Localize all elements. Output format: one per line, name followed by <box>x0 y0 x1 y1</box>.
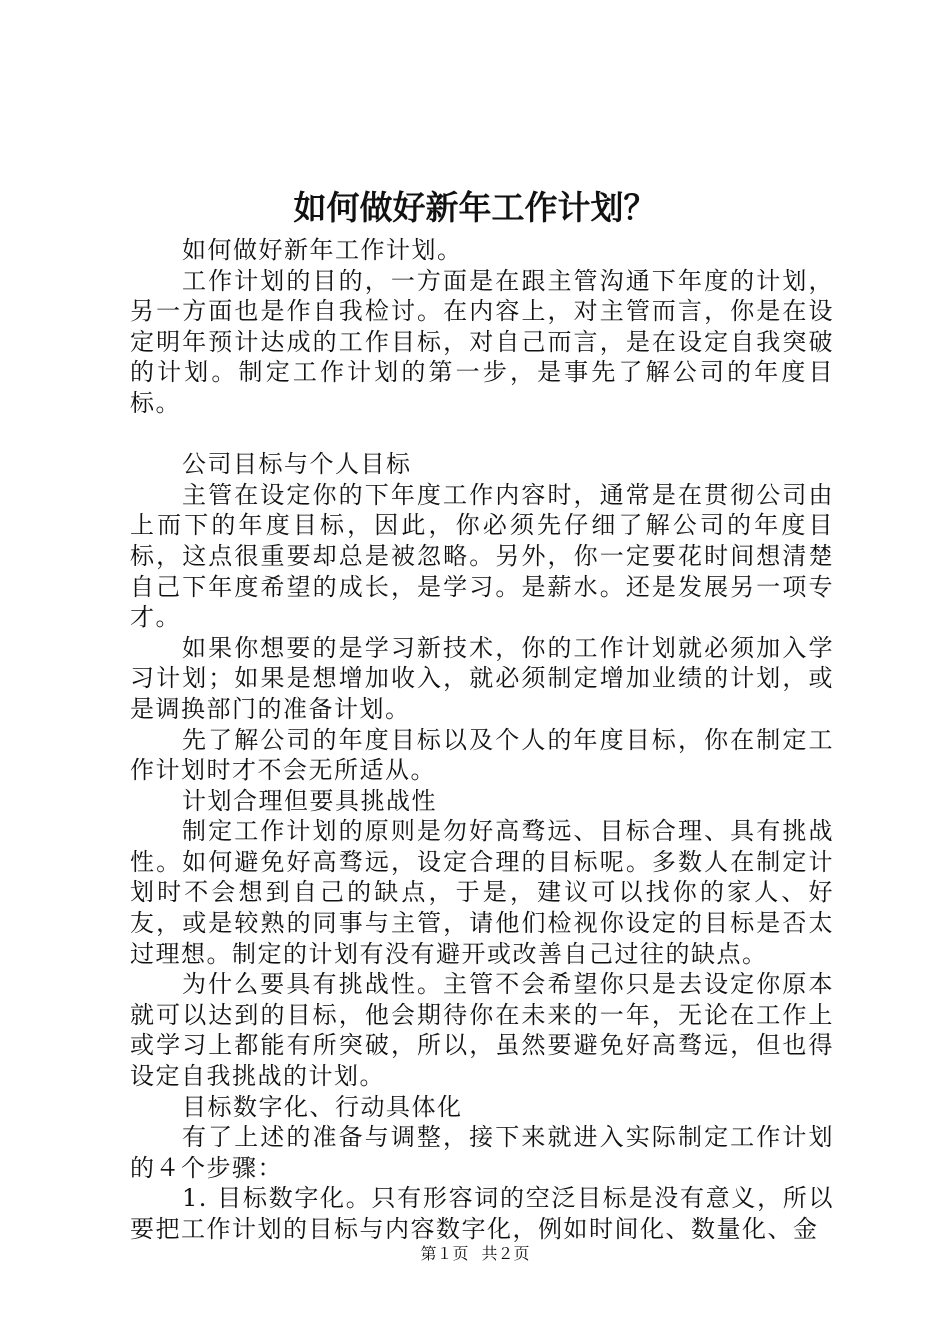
paragraph-why-challenge: 为什么要具有挑战性。主管不会希望你只是去设定你原本就可以达到的目标，他会期待你在未来的一年，无论在工作上或学习上都能有所突破，所以，虽然要避免好高骛远，但也得设定自我挑战的计划。 <box>130 970 834 1091</box>
paragraph-company-goals: 主管在设定你的下年度工作内容时，通常是在贯彻公司由上而下的年度目标，因此，你必须先仔细了解公司的年度目标，这点很重要却总是被忽略。另外，你一定要花时间想清楚自己下年度希望的成长，是学习。是薪水。还是发展另一项专才。 <box>130 480 834 632</box>
paragraph-four-steps: 有了上述的准备与调整，接下来就进入实际制定工作计划的４个步骤： <box>130 1123 834 1182</box>
section-heading-quantify-goals: 目标数字化、行动具体化 <box>182 1092 463 1121</box>
paragraph-learning-plan: 如果你想要的是学习新技术，你的工作计划就必须加入学习计划；如果是想增加收入，就必须制定增加业绩的计划，或是调换部门的准备计划。 <box>130 633 834 723</box>
paragraph-step-one: 1. 目标数字化。只有形容词的空泛目标是没有意义，所以要把工作计划的目标与内容数字化，例如时间化、数量化、金 <box>130 1184 834 1243</box>
page-total: 共２页 <box>481 1244 530 1263</box>
document-body <box>130 235 834 1245</box>
section-heading-reasonable-challenging: 计划合理但要具挑战性 <box>182 786 437 815</box>
paragraph-understand-goals: 先了解公司的年度目标以及个人的年度目标，你在制定工作计划时才不会无所适从。 <box>130 725 834 785</box>
section-heading-company-personal-goals: 公司目标与个人目标 <box>182 450 412 479</box>
page-number: 第１页 <box>420 1244 469 1263</box>
paragraph-planning-principles: 制定工作计划的原则是勿好高骛远、目标合理、具有挑战性。如何避免好高骛远，设定合理的目标呢。多数人在制定计划时不会想到自己的缺点，于是，建议可以找你的家人、好友，或是较熟的同事与主管，请他们检视你设定的目标是否太过理想。制定的计划有没有避开或改善自己过往的缺点。 <box>130 817 834 968</box>
document-title: 如何做好新年工作计划？ <box>293 188 657 227</box>
page-footer <box>0 1244 950 1264</box>
paragraph-purpose: 工作计划的目的，一方面是在跟主管沟通下年度的计划，另一方面也是作自我检讨。在内容上，对主管而言，你是在设定明年预计达成的工作目标，对自己而言，是在设定自我突破的计划。制定工作计划的第一步，是事先了解公司的年度目标。 <box>130 266 834 417</box>
paragraph-intro: 如何做好新年工作计划。 <box>182 236 463 264</box>
